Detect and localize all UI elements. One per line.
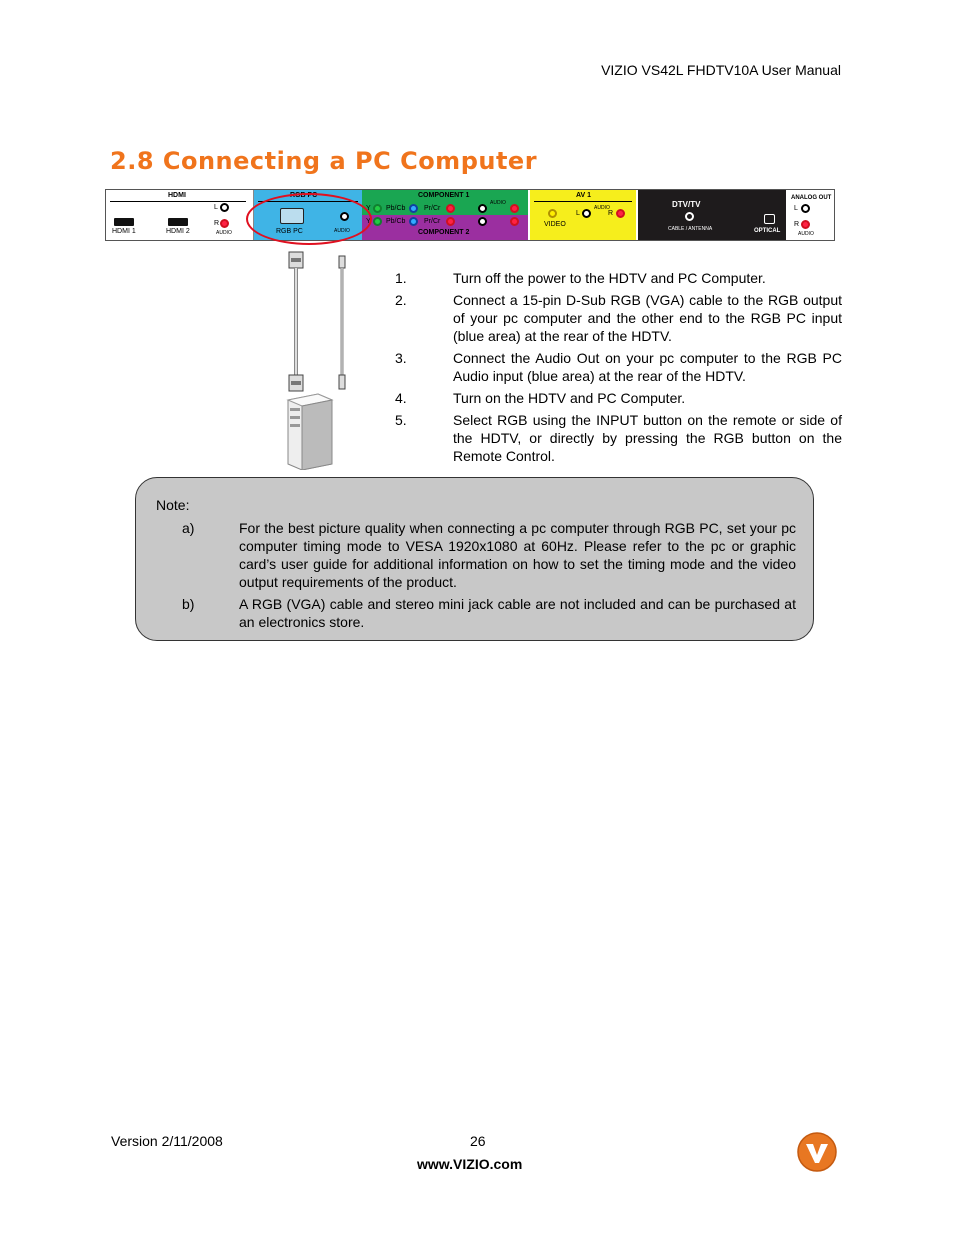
- rear-panel-diagram: [105, 189, 835, 241]
- step-text: Turn on the HDTV and PC Computer.: [453, 390, 686, 406]
- step-item: [395, 389, 842, 407]
- analog-audio-label: AUDIO: [798, 231, 814, 237]
- rgb-highlight-circle: [246, 193, 372, 245]
- audio-cable-icon: [339, 256, 345, 389]
- steps-list: [395, 269, 842, 469]
- component1-audio-l-port-icon: [478, 204, 487, 213]
- note-item-label: a): [182, 520, 195, 536]
- note-item-label: b): [182, 596, 195, 612]
- pc-tower-icon: [288, 394, 332, 470]
- hdmi-l-label: L: [214, 204, 218, 211]
- av1-video-label: VIDEO: [544, 221, 566, 228]
- pc-cable-illustration: [282, 250, 354, 470]
- page-number: 26: [470, 1133, 486, 1149]
- rgb-audio-label: AUDIO: [334, 228, 350, 234]
- component1-section: [362, 190, 528, 215]
- component2-y-port-icon: [373, 217, 382, 226]
- component1-pr-port-icon: [446, 204, 455, 213]
- component1-audio-r-port-icon: [510, 204, 519, 213]
- av1-audio-l-port-icon: [582, 209, 591, 218]
- av1-label: AV 1: [576, 192, 592, 199]
- hdmi1-label: HDMI 1: [112, 228, 136, 235]
- section-heading: 2.8 Connecting a PC Computer: [110, 147, 538, 175]
- footer-url[interactable]: www.VIZIO.com: [417, 1156, 523, 1172]
- component2-y-label: Y: [366, 218, 371, 225]
- av1-audio-label: AUDIO: [594, 205, 610, 211]
- component2-label: COMPONENT 2: [418, 229, 470, 236]
- component1-pr-label: Pr/Cr: [424, 205, 441, 212]
- step-text: Turn off the power to the HDTV and PC Computer.: [453, 270, 766, 286]
- component2-audio-l-port-icon: [478, 217, 487, 226]
- hdmi-audio-l-port-icon: [220, 203, 229, 212]
- step-text: Connect a 15-pin D-Sub RGB (VGA) cable to the RGB output of your pc computer and the other end to the RGB PC input (blue area) at the rear of the HDTV.: [453, 292, 842, 344]
- note-item-text: A RGB (VGA) cable and stereo mini jack cable are not included and can be purchased at an electronics store.: [239, 596, 796, 630]
- rgb-port-label: RGB PC: [276, 228, 303, 235]
- analog-l-port-icon: [801, 204, 810, 213]
- hdmi-section: [106, 190, 254, 240]
- step-item: [395, 349, 842, 385]
- hdmi-audio-r-port-icon: [220, 219, 229, 228]
- dtv-label: DTV/TV: [672, 200, 701, 209]
- av1-l-label: L: [576, 210, 580, 217]
- optical-label: OPTICAL: [754, 228, 781, 234]
- analog-r-label: R: [794, 221, 800, 228]
- analog-out-section: [786, 190, 834, 240]
- note-title: Note:: [156, 497, 190, 513]
- component1-y-port-icon: [373, 204, 382, 213]
- component1-audio-label: AUDIO: [490, 200, 506, 206]
- step-item: [395, 411, 842, 465]
- hdmi2-label: HDMI 2: [166, 228, 190, 235]
- antenna-port-icon: [685, 212, 694, 221]
- hdmi1-port-icon: [114, 218, 134, 226]
- hdmi-label: HDMI: [168, 192, 186, 199]
- analog-r-port-icon: [801, 220, 810, 229]
- note-item-text: For the best picture quality when connecting a pc computer through RGB PC, set your pc computer timing mode to VESA 1920x1080 at 60Hz. Please refer to the pc or graphic card’s user guide for additional information on how to set the timing mode and the video output requirements of the product.: [239, 520, 796, 590]
- step-number: 4.: [395, 390, 407, 406]
- component2-pr-port-icon: [446, 217, 455, 226]
- step-text: Connect the Audio Out on your pc computer to the RGB PC Audio input (blue area) at the rear of the HDTV.: [453, 350, 842, 384]
- vizio-logo-icon: [796, 1131, 838, 1173]
- component1-pb-port-icon: [409, 204, 418, 213]
- dtv-section: [638, 190, 786, 240]
- step-number: 3.: [395, 350, 407, 366]
- step-number: 5.: [395, 412, 407, 428]
- av1-section: [530, 190, 636, 240]
- component2-pb-port-icon: [409, 217, 418, 226]
- hdmi-audio-label: AUDIO: [216, 230, 232, 236]
- hdmi-r-label: R: [214, 220, 220, 227]
- note-item: [182, 595, 796, 631]
- hdmi2-port-icon: [168, 218, 188, 226]
- header-title: VIZIO VS42L FHDTV10A User Manual: [601, 62, 841, 78]
- component1-y-label: Y: [366, 205, 371, 212]
- analog-out-label: ANALOG OUT: [791, 195, 832, 201]
- component2-audio-r-port-icon: [510, 217, 519, 226]
- footer-version: Version 2/11/2008: [111, 1133, 223, 1149]
- analog-l-label: L: [794, 205, 798, 212]
- note-item: [182, 519, 796, 591]
- component2-pb-label: Pb/Cb: [386, 218, 406, 225]
- av1-r-label: R: [608, 210, 614, 217]
- component2-pr-label: Pr/Cr: [424, 218, 441, 225]
- step-item: [395, 269, 842, 287]
- av1-video-port-icon: [548, 209, 557, 218]
- component1-label: COMPONENT 1: [418, 192, 470, 199]
- av1-audio-r-port-icon: [616, 209, 625, 218]
- optical-port-icon: [764, 214, 775, 224]
- rgb-section-label: RGB PC: [290, 192, 318, 199]
- component2-section: [362, 215, 528, 240]
- step-item: [395, 291, 842, 345]
- step-number: 1.: [395, 270, 407, 286]
- step-text: Select RGB using the INPUT button on the remote or side of the HDTV, or directly by pressing the RGB button on the Remote Control.: [453, 412, 842, 464]
- note-box: [135, 477, 814, 641]
- antenna-label: CABLE / ANTENNA: [668, 226, 713, 232]
- vga-cable-icon: [289, 252, 303, 391]
- component1-pb-label: Pb/Cb: [386, 205, 406, 212]
- step-number: 2.: [395, 292, 407, 308]
